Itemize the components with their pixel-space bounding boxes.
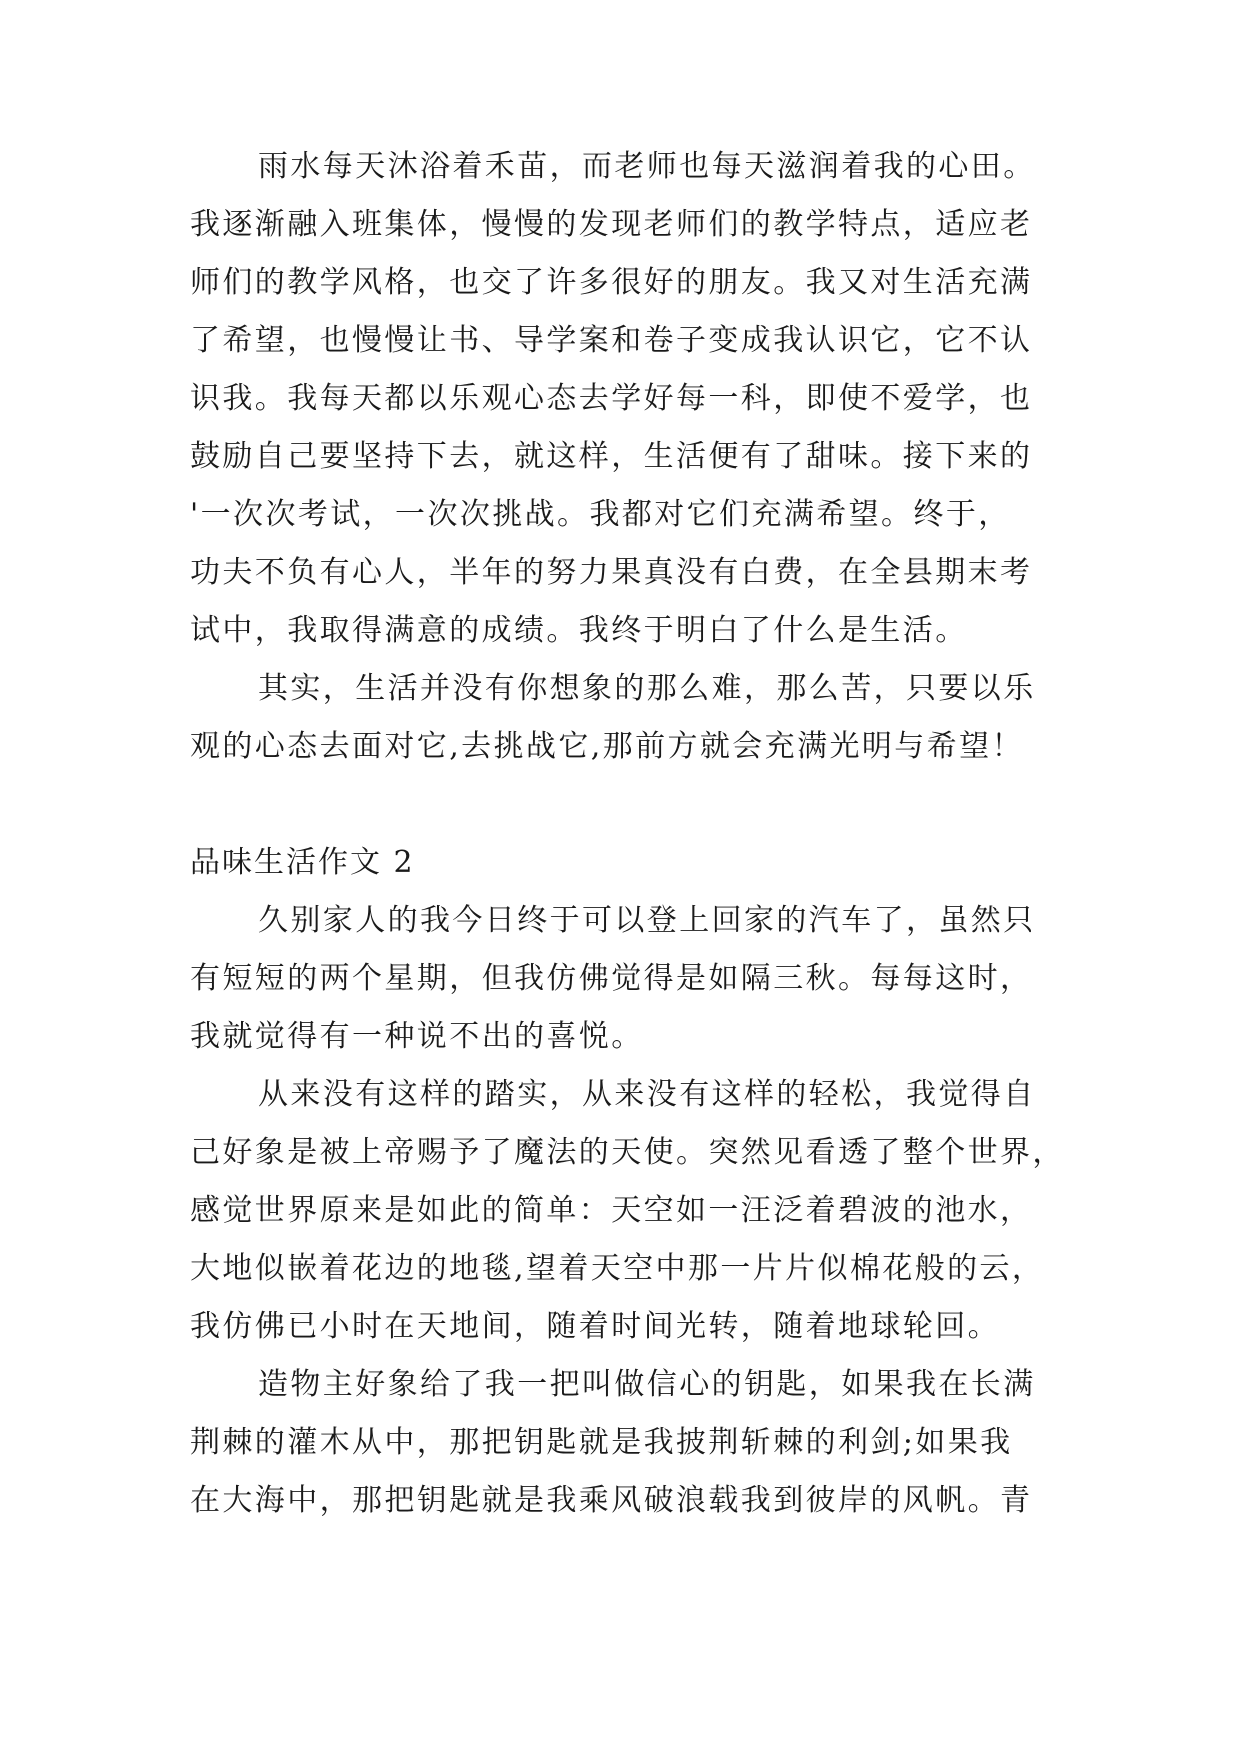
paragraph-line: 功夫不负有心人，半年的努力果真没有白费，在全县期末考 <box>190 555 1033 590</box>
paragraph-line: 了希望，也慢慢让书、导学案和卷子变成我认识它，它不认 <box>190 323 1033 358</box>
paragraph-line: 我仿佛已小时在天地间，随着时间光转，随着地球轮回。 <box>190 1309 1000 1344</box>
section-title: 品味生活作文 2 <box>190 845 415 880</box>
paragraph-line: 造物主好象给了我一把叫做信心的钥匙，如果我在长满 <box>258 1367 1036 1402</box>
paragraph-line: 在大海中，那把钥匙就是我乘风破浪载我到彼岸的风帆。青 <box>190 1483 1033 1518</box>
paragraph-line: 其实，生活并没有你想象的那么难，那么苦，只要以乐 <box>258 671 1036 706</box>
paragraph-line: 有短短的两个星期，但我仿佛觉得是如隔三秋。每每这时， <box>190 961 1033 996</box>
paragraph-line: 试中，我取得满意的成绩。我终于明白了什么是生活。 <box>190 613 968 648</box>
paragraph-line: 师们的教学风格，也交了许多很好的朋友。我又对生活充满 <box>190 265 1033 300</box>
paragraph-line: 我就觉得有一种说不出的喜悦。 <box>190 1019 644 1054</box>
paragraph-line: 从来没有这样的踏实，从来没有这样的轻松，我觉得自 <box>258 1077 1036 1112</box>
paragraph-line: 感觉世界原来是如此的简单：天空如一汪泛着碧波的池水， <box>190 1193 1033 1228</box>
paragraph-line: 大地似嵌着花边的地毯,望着天空中那一片片似棉花般的云， <box>190 1251 1045 1286</box>
paragraph-line: 雨水每天沐浴着禾苗，而老师也每天滋润着我的心田。 <box>258 149 1036 184</box>
paragraph-line: 鼓励自己要坚持下去，就这样，生活便有了甜味。接下来的 <box>190 439 1033 474</box>
paragraph-line: 荆棘的灌木从中，那把钥匙就是我披荆斩棘的利剑;如果我 <box>190 1425 1013 1460</box>
paragraph-line: 己好象是被上帝赐予了魔法的天使。突然见看透了整个世界， <box>190 1135 1065 1170</box>
paragraph-line: 久别家人的我今日终于可以登上回家的汽车了，虽然只 <box>258 903 1036 938</box>
paragraph-line: 识我。我每天都以乐观心态去学好每一科，即使不爱学，也 <box>190 381 1033 416</box>
paragraph-line: '一次次考试，一次次挑战。我都对它们充满希望。终于， <box>190 497 1011 532</box>
paragraph-line: 我逐渐融入班集体，慢慢的发现老师们的教学特点，适应老 <box>190 207 1033 242</box>
paragraph-line: 观的心态去面对它,去挑战它,那前方就会充满光明与希望！ <box>190 729 1024 764</box>
